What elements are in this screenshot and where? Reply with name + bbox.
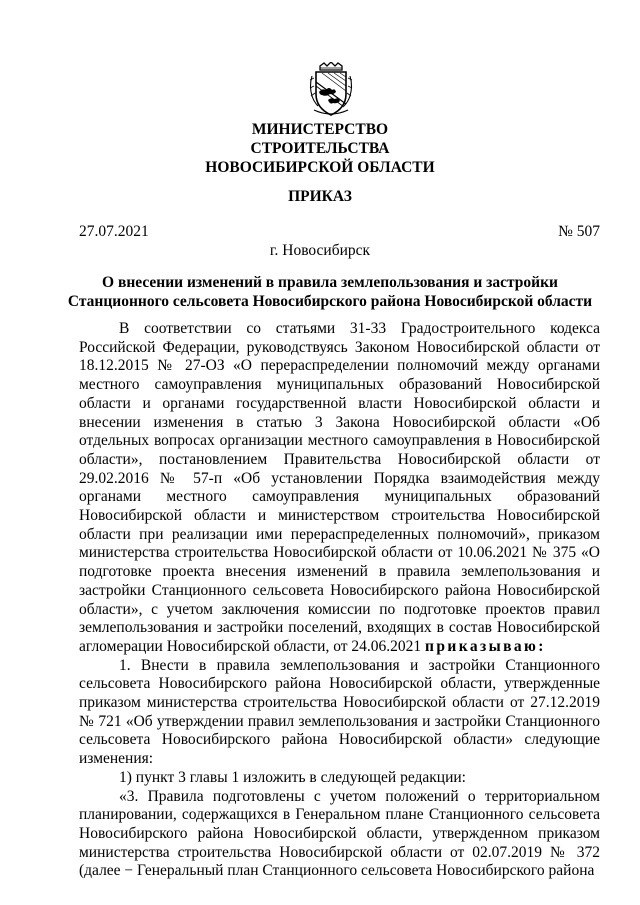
ministry-line-2: СТРОИТЕЛЬСТВА [250, 140, 390, 157]
order-title: ПРИКАЗ [288, 188, 352, 205]
coat-of-arms-icon [308, 62, 354, 118]
order-city: г. Новосибирск [269, 242, 371, 259]
order-number: № 507 [558, 223, 600, 240]
clause-3-paragraph: «3. Правила подготовлены с учетом положений о территориальном планировании, содержащихся в Генеральном плане Станционного сельсовета Новосибирского района Новосибирской области, утвержденном приказом министерства строительства Новосибирской области от 02.07.2019 № 372 (далее − Генеральный план Станционного сельсовета Новосибирского района [79, 787, 600, 880]
order-command: приказываю: [425, 637, 546, 655]
ministry-line-3: НОВОСИБИРСКОЙ ОБЛАСТИ [205, 159, 435, 176]
order-date: 27.07.2021 [79, 223, 149, 240]
subject-line-2: Станционного сельсовета Новосибирского района Новосибирской области [67, 293, 593, 310]
preamble-text: В соответствии со статьями 31-33 Градостроительного кодекса Российской Федерации, руководствуясь Законом Новосибирской области от 18.12.2015 № 27-ОЗ «О перераспределении полномочий между органами местного самоуправления муниципальных образований Новосибирской области и органами государственной власти Новосибирской области и внесении изменения в статью 3 Закона Новосибирской области «Об отдельных вопросах организации местного самоуправления в Новосибирской области», постановлением Правительства Новосибирской области от 29.02.2016 № 57-п «Об установлении Порядка взаимодействия между органами местного самоуправления муниципальных образований Новосибирской области и министерством строительства Новосибирской области при реализации ими перераспределенных полномочий», приказом министерства строительства Новосибирской области от 10.06.2021 № 375 «О подготовке проекта внесения изменений в правила землепользования и застройки Станционного сельсовета Новосибирского района Новосибирской области», с учетом заключения комиссии по подготовке проектов правил землепользования и застройки поселений, входящих в состав Новосибирской агломерации Новосибирской области, от 24.06.2021 [79, 320, 600, 655]
clause-1-paragraph: 1. Внести в правила землепользования и застройки Станционного сельсовета Новосибирского района Новосибирской области, утвержденные приказом министерства строительства Новосибирской области от 27.12.2019 № 721 «Об утверждении правил землепользования и застройки Станционного сельсовета Новосибирского района Новосибирской области» следующие изменения: [79, 656, 600, 768]
ministry-name [0, 120, 640, 177]
order-body [79, 320, 600, 881]
ministry-line-1: МИНИСТЕРСТВО [251, 121, 389, 138]
subject-line-1: О внесении изменений в правила землепользования и застройки [102, 274, 558, 291]
clause-1-1-paragraph: 1) пункт 3 главы 1 изложить в следующей редакции: [119, 768, 466, 786]
order-subject [40, 273, 620, 311]
preamble-paragraph [79, 320, 600, 657]
